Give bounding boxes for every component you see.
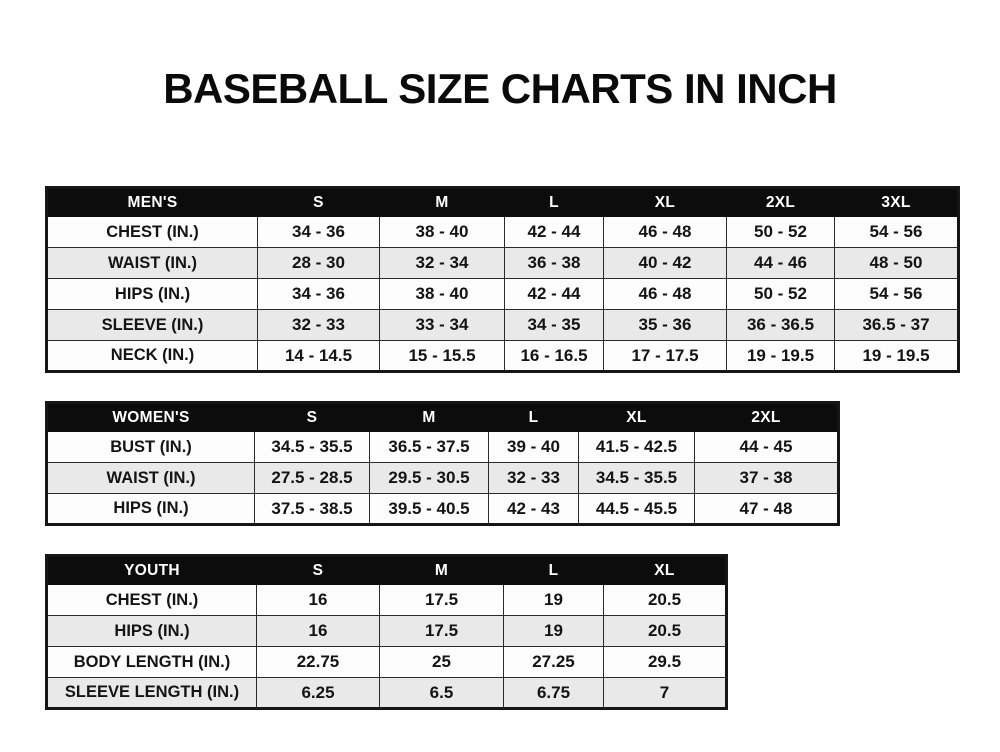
- table-row: [47, 616, 727, 647]
- header-row: [47, 403, 839, 432]
- size-value-cell: 42 - 44: [505, 217, 604, 248]
- size-column-header: M: [380, 556, 504, 585]
- row-label-cell: WAIST (IN.): [47, 248, 258, 279]
- size-value-cell: 20.5: [604, 616, 727, 647]
- size-column-header: L: [505, 188, 604, 217]
- size-value-cell: 34 - 36: [258, 279, 380, 310]
- size-value-cell: 6.5: [380, 678, 504, 709]
- table-row: [47, 341, 959, 372]
- size-value-cell: 6.25: [257, 678, 380, 709]
- row-label-cell: HIPS (IN.): [47, 279, 258, 310]
- group-header-cell: YOUTH: [47, 556, 257, 585]
- size-column-header: S: [255, 403, 370, 432]
- row-label-cell: HIPS (IN.): [47, 616, 257, 647]
- size-value-cell: 39 - 40: [489, 432, 579, 463]
- row-label-cell: BUST (IN.): [47, 432, 255, 463]
- size-column-header: M: [370, 403, 489, 432]
- size-value-cell: 33 - 34: [380, 310, 505, 341]
- tables-container: [45, 186, 1000, 710]
- size-value-cell: 44 - 46: [727, 248, 835, 279]
- size-value-cell: 48 - 50: [835, 248, 959, 279]
- size-value-cell: 32 - 33: [258, 310, 380, 341]
- size-column-header: XL: [604, 556, 727, 585]
- table-row: [47, 432, 839, 463]
- size-value-cell: 36 - 38: [505, 248, 604, 279]
- size-value-cell: 50 - 52: [727, 279, 835, 310]
- size-value-cell: 40 - 42: [604, 248, 727, 279]
- size-value-cell: 42 - 43: [489, 494, 579, 525]
- size-value-cell: 47 - 48: [695, 494, 839, 525]
- size-value-cell: 46 - 48: [604, 279, 727, 310]
- size-value-cell: 36.5 - 37: [835, 310, 959, 341]
- size-value-cell: 14 - 14.5: [258, 341, 380, 372]
- size-value-cell: 16: [257, 616, 380, 647]
- table-row: [47, 279, 959, 310]
- row-label-cell: CHEST (IN.): [47, 585, 257, 616]
- size-value-cell: 38 - 40: [380, 279, 505, 310]
- size-value-cell: 44.5 - 45.5: [579, 494, 695, 525]
- size-value-cell: 42 - 44: [505, 279, 604, 310]
- size-value-cell: 35 - 36: [604, 310, 727, 341]
- size-column-header: XL: [579, 403, 695, 432]
- youth-size-table: [45, 554, 728, 710]
- header-row: [47, 556, 727, 585]
- size-column-header: 2XL: [695, 403, 839, 432]
- size-value-cell: 16 - 16.5: [505, 341, 604, 372]
- row-label-cell: CHEST (IN.): [47, 217, 258, 248]
- size-value-cell: 19: [504, 585, 604, 616]
- size-value-cell: 32 - 34: [380, 248, 505, 279]
- size-column-header: S: [257, 556, 380, 585]
- size-value-cell: 44 - 45: [695, 432, 839, 463]
- size-value-cell: 37.5 - 38.5: [255, 494, 370, 525]
- table-row: [47, 678, 727, 709]
- row-label-cell: HIPS (IN.): [47, 494, 255, 525]
- size-value-cell: 50 - 52: [727, 217, 835, 248]
- size-value-cell: 16: [257, 585, 380, 616]
- size-value-cell: 54 - 56: [835, 217, 959, 248]
- size-value-cell: 17.5: [380, 585, 504, 616]
- size-value-cell: 27.25: [504, 647, 604, 678]
- size-value-cell: 15 - 15.5: [380, 341, 505, 372]
- size-value-cell: 20.5: [604, 585, 727, 616]
- size-value-cell: 17.5: [380, 616, 504, 647]
- table-row: [47, 463, 839, 494]
- size-value-cell: 54 - 56: [835, 279, 959, 310]
- row-label-cell: SLEEVE (IN.): [47, 310, 258, 341]
- size-value-cell: 28 - 30: [258, 248, 380, 279]
- row-label-cell: BODY LENGTH (IN.): [47, 647, 257, 678]
- size-value-cell: 29.5: [604, 647, 727, 678]
- size-column-header: 3XL: [835, 188, 959, 217]
- size-value-cell: 19 - 19.5: [727, 341, 835, 372]
- table-row: [47, 217, 959, 248]
- size-column-header: XL: [604, 188, 727, 217]
- size-column-header: L: [504, 556, 604, 585]
- row-label-cell: WAIST (IN.): [47, 463, 255, 494]
- size-value-cell: 19 - 19.5: [835, 341, 959, 372]
- page-title: BASEBALL SIZE CHARTS IN INCH: [163, 65, 837, 112]
- size-value-cell: 7: [604, 678, 727, 709]
- womens-size-table: [45, 401, 840, 526]
- size-value-cell: 29.5 - 30.5: [370, 463, 489, 494]
- size-column-header: M: [380, 188, 505, 217]
- size-value-cell: 38 - 40: [380, 217, 505, 248]
- size-value-cell: 34.5 - 35.5: [579, 463, 695, 494]
- size-column-header: L: [489, 403, 579, 432]
- size-value-cell: 36 - 36.5: [727, 310, 835, 341]
- table-row: [47, 585, 727, 616]
- size-value-cell: 19: [504, 616, 604, 647]
- size-value-cell: 34.5 - 35.5: [255, 432, 370, 463]
- group-header-cell: WOMEN'S: [47, 403, 255, 432]
- table-row: [47, 647, 727, 678]
- size-value-cell: 6.75: [504, 678, 604, 709]
- mens-size-table: [45, 186, 960, 373]
- size-column-header: S: [258, 188, 380, 217]
- size-value-cell: 46 - 48: [604, 217, 727, 248]
- size-value-cell: 41.5 - 42.5: [579, 432, 695, 463]
- row-label-cell: SLEEVE LENGTH (IN.): [47, 678, 257, 709]
- size-value-cell: 37 - 38: [695, 463, 839, 494]
- table-row: [47, 248, 959, 279]
- size-value-cell: 25: [380, 647, 504, 678]
- table-row: [47, 494, 839, 525]
- table-row: [47, 310, 959, 341]
- size-value-cell: 32 - 33: [489, 463, 579, 494]
- row-label-cell: NECK (IN.): [47, 341, 258, 372]
- size-value-cell: 22.75: [257, 647, 380, 678]
- size-value-cell: 27.5 - 28.5: [255, 463, 370, 494]
- header-row: [47, 188, 959, 217]
- size-value-cell: 36.5 - 37.5: [370, 432, 489, 463]
- size-value-cell: 34 - 35: [505, 310, 604, 341]
- size-value-cell: 39.5 - 40.5: [370, 494, 489, 525]
- size-column-header: 2XL: [727, 188, 835, 217]
- size-value-cell: 17 - 17.5: [604, 341, 727, 372]
- size-value-cell: 34 - 36: [258, 217, 380, 248]
- group-header-cell: MEN'S: [47, 188, 258, 217]
